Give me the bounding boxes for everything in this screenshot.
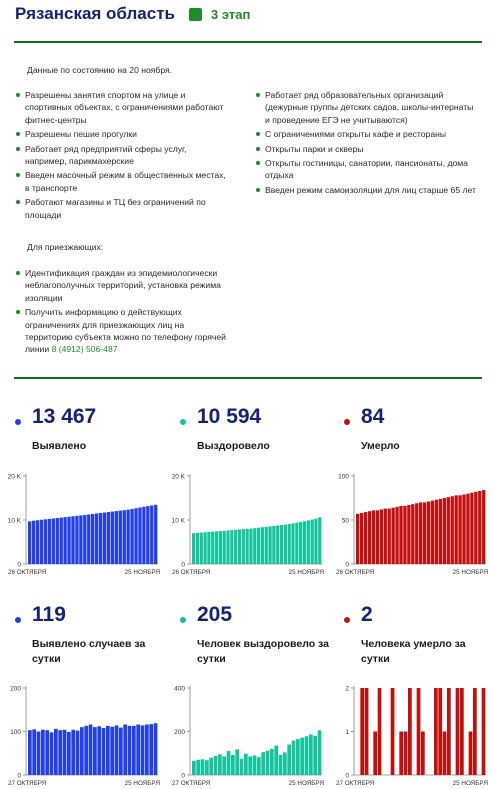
bar bbox=[141, 725, 145, 775]
bar bbox=[470, 493, 473, 564]
bar bbox=[36, 520, 39, 564]
chart-detected-daily bbox=[2, 680, 162, 789]
bar bbox=[238, 530, 241, 565]
bar bbox=[411, 504, 414, 564]
bar bbox=[399, 732, 403, 776]
blue-dot-icon bbox=[15, 419, 21, 425]
hotline-text: Получить информацию о действующих ограничениях для приезжающих лиц на территорию субъекта можно по телефону горячей линии bbox=[25, 307, 226, 355]
bar bbox=[99, 513, 102, 564]
bar bbox=[52, 518, 55, 564]
bar bbox=[28, 730, 32, 775]
bar bbox=[134, 508, 137, 564]
chart-detected-total bbox=[2, 468, 162, 578]
stat-value: 2 bbox=[361, 603, 373, 626]
bar bbox=[272, 526, 275, 564]
stat-recovered-daily bbox=[180, 603, 330, 663]
bar bbox=[110, 727, 114, 775]
bar bbox=[372, 510, 375, 564]
stat-deaths-daily bbox=[344, 603, 489, 663]
bar bbox=[287, 745, 291, 775]
y-tick-label: 20 K bbox=[7, 473, 21, 481]
bar bbox=[215, 531, 218, 564]
bar bbox=[142, 507, 145, 564]
list-item: С ограничениями открыты кафе и рестораны bbox=[256, 128, 478, 140]
stat-label: Выявлено случаев за сутки bbox=[32, 638, 146, 665]
green-dot-icon bbox=[180, 419, 186, 425]
bar bbox=[54, 729, 58, 775]
stat-value: 205 bbox=[197, 603, 233, 626]
bar bbox=[291, 523, 294, 564]
x-end-label: 25 НОЯБРЯ bbox=[452, 569, 488, 576]
bar bbox=[93, 727, 97, 775]
bar bbox=[439, 499, 442, 564]
y-tick-label: 10 K bbox=[7, 517, 21, 525]
bar bbox=[138, 508, 141, 565]
bar bbox=[154, 505, 157, 564]
stat-label: Выявлено bbox=[32, 440, 87, 452]
x-end-label: 25 НОЯБРЯ bbox=[124, 780, 160, 787]
bar bbox=[318, 730, 322, 775]
bar bbox=[63, 730, 67, 775]
bar bbox=[63, 517, 66, 564]
stat-deaths bbox=[344, 405, 484, 452]
bar bbox=[283, 752, 287, 775]
bar bbox=[365, 688, 369, 775]
bar bbox=[211, 532, 214, 564]
bar bbox=[58, 730, 62, 775]
bar bbox=[203, 532, 206, 564]
bar bbox=[242, 529, 245, 564]
x-start-label: 27 ОКТЯБРЯ bbox=[8, 780, 47, 787]
bar bbox=[307, 520, 310, 564]
bar bbox=[265, 527, 268, 564]
list-item: Работает ряд предприятий сферы услуг, например, парикмахерские bbox=[16, 143, 228, 168]
bar bbox=[296, 739, 300, 775]
chart-recovered-daily bbox=[166, 680, 326, 789]
bar bbox=[295, 523, 298, 564]
bar bbox=[473, 688, 477, 775]
bar bbox=[76, 731, 80, 775]
bar bbox=[469, 732, 473, 776]
bar bbox=[309, 735, 313, 775]
stat-label: Человека умерло за сутки bbox=[361, 638, 466, 665]
bar bbox=[103, 513, 106, 564]
bar bbox=[443, 498, 446, 564]
x-start-label: 26 ОКТЯБРЯ bbox=[8, 569, 47, 576]
bar bbox=[482, 688, 486, 775]
bar bbox=[154, 723, 158, 775]
bar bbox=[246, 529, 249, 564]
bar bbox=[248, 757, 252, 775]
y-tick-label: 100 bbox=[338, 473, 349, 481]
bar bbox=[97, 726, 101, 775]
bar bbox=[196, 760, 200, 775]
top-divider bbox=[14, 41, 482, 43]
red-dot-icon bbox=[344, 617, 350, 623]
bar bbox=[435, 500, 438, 564]
bar bbox=[240, 759, 244, 775]
bar bbox=[391, 508, 394, 564]
bar bbox=[75, 516, 78, 564]
stat-detected-daily bbox=[15, 603, 165, 663]
y-tick-label: 0 bbox=[181, 561, 185, 569]
bar bbox=[79, 515, 82, 564]
bar bbox=[404, 732, 408, 776]
x-end-label: 25 НОЯБРЯ bbox=[452, 780, 488, 787]
bar bbox=[292, 741, 296, 775]
list-item: Разрешены пешие прогулки bbox=[16, 128, 228, 140]
bar bbox=[268, 526, 271, 564]
chart-deaths-total bbox=[330, 468, 490, 578]
bar bbox=[313, 736, 317, 775]
bar bbox=[451, 496, 454, 564]
bar bbox=[106, 726, 110, 775]
bar bbox=[87, 514, 90, 564]
bar bbox=[415, 503, 418, 564]
restrictions-info bbox=[14, 48, 482, 370]
x-start-label: 26 ОКТЯБРЯ bbox=[336, 569, 375, 576]
bar bbox=[71, 730, 75, 775]
x-end-label: 25 НОЯБРЯ bbox=[288, 569, 324, 576]
bar bbox=[434, 688, 438, 775]
bar bbox=[447, 688, 451, 775]
bar bbox=[119, 511, 122, 564]
bar bbox=[408, 688, 412, 775]
bar bbox=[50, 732, 54, 775]
bar bbox=[261, 527, 264, 564]
bar bbox=[107, 512, 110, 564]
stat-label: Выздоровело bbox=[197, 440, 270, 452]
bar bbox=[132, 726, 136, 775]
bar bbox=[431, 501, 434, 564]
bar bbox=[460, 688, 464, 775]
chart-deaths-daily bbox=[330, 680, 490, 789]
y-tick-label: 0 bbox=[17, 561, 21, 569]
y-tick-label: 1 bbox=[345, 729, 349, 736]
bar bbox=[427, 502, 430, 564]
bar bbox=[364, 512, 367, 564]
bar bbox=[419, 502, 422, 564]
bar bbox=[115, 725, 119, 775]
x-end-label: 25 НОЯБРЯ bbox=[288, 780, 324, 787]
bar bbox=[253, 755, 257, 775]
bar bbox=[111, 512, 114, 564]
bar bbox=[201, 759, 205, 775]
y-tick-label: 20 K bbox=[171, 473, 185, 481]
bar bbox=[84, 726, 88, 775]
red-dot-icon bbox=[344, 419, 350, 425]
stage-indicator-icon bbox=[189, 8, 202, 21]
bar bbox=[226, 530, 229, 564]
x-start-label: 27 ОКТЯБРЯ bbox=[172, 780, 211, 787]
y-tick-label: 10 K bbox=[171, 517, 185, 525]
bar bbox=[67, 732, 71, 775]
bar bbox=[234, 530, 237, 564]
bar bbox=[388, 509, 391, 564]
stat-value: 84 bbox=[361, 405, 385, 428]
bar bbox=[37, 732, 41, 776]
bar bbox=[32, 521, 35, 564]
bar bbox=[421, 732, 425, 776]
bar bbox=[200, 533, 203, 564]
stage-label: 3 этап bbox=[211, 6, 251, 22]
bar bbox=[130, 509, 133, 564]
list-item: Открыты гостиницы, санатории, пансионаты, дома отдыха bbox=[256, 157, 478, 182]
bar bbox=[270, 749, 274, 775]
bar bbox=[417, 688, 421, 775]
visitor-rules-list bbox=[16, 267, 226, 358]
date-note: Данные по состоянию на 20 ноября. bbox=[27, 65, 173, 75]
bar bbox=[192, 761, 196, 775]
bar bbox=[360, 513, 363, 564]
bar bbox=[399, 506, 402, 564]
bar bbox=[123, 725, 127, 775]
bar bbox=[223, 531, 226, 564]
bar bbox=[48, 519, 51, 564]
bar bbox=[67, 517, 70, 564]
bar bbox=[380, 509, 383, 564]
bar bbox=[403, 506, 406, 564]
bar bbox=[83, 515, 86, 564]
bar bbox=[56, 518, 59, 564]
bar bbox=[71, 516, 74, 564]
list-item: Введен режим самоизоляции для лиц старше 65 лет bbox=[256, 184, 478, 196]
x-start-label: 26 ОКТЯБРЯ bbox=[172, 569, 211, 576]
bar bbox=[274, 746, 278, 775]
bar bbox=[150, 505, 153, 564]
bar bbox=[145, 725, 149, 775]
y-tick-label: 0 bbox=[345, 561, 349, 569]
bar bbox=[314, 519, 317, 564]
list-item: Открыты парки и скверы bbox=[256, 143, 478, 155]
bar bbox=[447, 497, 450, 564]
bar bbox=[28, 521, 31, 564]
bar bbox=[378, 688, 382, 775]
bar bbox=[478, 491, 481, 564]
x-end-label: 25 НОЯБРЯ bbox=[124, 569, 160, 576]
bar bbox=[462, 494, 465, 564]
y-tick-label: 0 bbox=[345, 772, 349, 780]
bar bbox=[123, 510, 126, 564]
bar bbox=[261, 752, 265, 775]
y-tick-label: 100 bbox=[10, 729, 21, 736]
bar bbox=[249, 529, 252, 564]
bar bbox=[423, 502, 426, 564]
bar bbox=[454, 495, 457, 564]
bar bbox=[456, 688, 460, 775]
visitors-title: Для приезжающих: bbox=[27, 242, 104, 252]
header bbox=[15, 2, 250, 26]
bar bbox=[230, 530, 233, 564]
bar bbox=[40, 520, 43, 564]
bar bbox=[102, 728, 106, 775]
bar bbox=[32, 729, 36, 775]
stat-label: Умерло bbox=[361, 440, 400, 452]
bar bbox=[384, 509, 387, 564]
bar bbox=[218, 754, 222, 775]
bar bbox=[192, 533, 195, 564]
bar bbox=[235, 749, 239, 775]
y-tick-label: 50 bbox=[341, 517, 349, 525]
bar bbox=[89, 725, 93, 775]
bar bbox=[391, 688, 395, 775]
stat-value: 13 467 bbox=[32, 405, 97, 428]
bar bbox=[368, 511, 371, 564]
bar bbox=[288, 524, 291, 564]
bar bbox=[257, 757, 261, 775]
stat-recovered bbox=[180, 405, 330, 452]
green-dot-icon bbox=[180, 617, 186, 623]
bar bbox=[279, 755, 283, 775]
bar bbox=[257, 528, 260, 564]
bar bbox=[126, 510, 129, 564]
hotline-phone-link[interactable]: 8 (4912) 506-487 bbox=[51, 344, 118, 355]
left-restrictions-list bbox=[16, 89, 228, 223]
bar bbox=[146, 506, 149, 564]
bar bbox=[443, 732, 447, 776]
list-item: Работают магазины и ТЦ без ограничений по площади bbox=[16, 196, 228, 221]
bar bbox=[214, 756, 218, 775]
bar bbox=[207, 532, 210, 564]
bar bbox=[222, 757, 226, 775]
y-tick-label: 2 bbox=[345, 685, 349, 693]
region-title: Рязанская область bbox=[15, 4, 175, 23]
bar bbox=[253, 528, 256, 564]
bar bbox=[205, 760, 209, 775]
bar bbox=[95, 513, 98, 564]
bar bbox=[373, 732, 377, 776]
bar bbox=[305, 736, 309, 775]
bar bbox=[91, 514, 94, 564]
bar bbox=[227, 751, 231, 775]
bar bbox=[149, 724, 153, 775]
list-item bbox=[16, 306, 226, 356]
bar bbox=[219, 531, 222, 564]
list-item: Введен масочный режим в общественных местах, в транспорте bbox=[16, 169, 228, 194]
bar bbox=[44, 519, 47, 564]
stat-label: Человек выздоровело за сутки bbox=[197, 638, 329, 665]
y-tick-label: 0 bbox=[17, 772, 21, 780]
bar bbox=[438, 688, 442, 775]
bar bbox=[45, 730, 49, 775]
mid-divider bbox=[14, 377, 482, 379]
bar bbox=[196, 533, 199, 564]
y-tick-label: 0 bbox=[181, 772, 185, 780]
bar bbox=[318, 517, 321, 564]
y-tick-label: 400 bbox=[174, 685, 185, 693]
bar bbox=[115, 511, 118, 564]
bar bbox=[119, 728, 123, 775]
bar bbox=[311, 520, 314, 564]
stat-value: 119 bbox=[32, 603, 66, 626]
bar bbox=[276, 526, 279, 565]
bar bbox=[458, 495, 461, 564]
bar bbox=[209, 758, 213, 775]
bar bbox=[300, 738, 304, 775]
chart-recovered-total bbox=[166, 468, 326, 578]
stat-value: 10 594 bbox=[197, 405, 262, 428]
y-tick-label: 200 bbox=[10, 685, 21, 693]
right-restrictions-list bbox=[256, 89, 478, 198]
bar bbox=[284, 525, 287, 564]
bar bbox=[136, 725, 140, 775]
bar bbox=[60, 518, 63, 564]
y-tick-label: 200 bbox=[174, 729, 185, 736]
bar bbox=[299, 522, 302, 564]
bar bbox=[128, 726, 132, 775]
bar bbox=[395, 507, 398, 564]
bar bbox=[280, 525, 283, 564]
bar bbox=[466, 494, 469, 564]
bar bbox=[80, 727, 84, 775]
bar bbox=[376, 510, 379, 564]
blue-dot-icon bbox=[15, 617, 21, 623]
bar bbox=[360, 688, 364, 775]
bar bbox=[407, 505, 410, 564]
bar bbox=[231, 755, 235, 775]
bar bbox=[41, 730, 45, 775]
bar bbox=[266, 751, 270, 775]
x-start-label: 27 ОКТЯБРЯ bbox=[336, 780, 375, 787]
list-item: Идентификация граждан из эпидемиологически неблагополучных территорий, установка режима изоляции bbox=[16, 267, 226, 304]
bar bbox=[482, 490, 485, 564]
list-item: Работает ряд образовательных организаций (дежурные группы детских садов, школы-интернаты и проведение ЕГЭ не учитываются) bbox=[256, 89, 478, 126]
bar bbox=[356, 514, 359, 564]
bar bbox=[244, 754, 248, 775]
stat-detected bbox=[15, 405, 165, 452]
bar bbox=[303, 521, 306, 564]
bar bbox=[474, 492, 477, 564]
list-item: Разрешены занятия спортом на улице и спортивных объектах, с ограничениями работают фитнес-центры bbox=[16, 89, 228, 126]
